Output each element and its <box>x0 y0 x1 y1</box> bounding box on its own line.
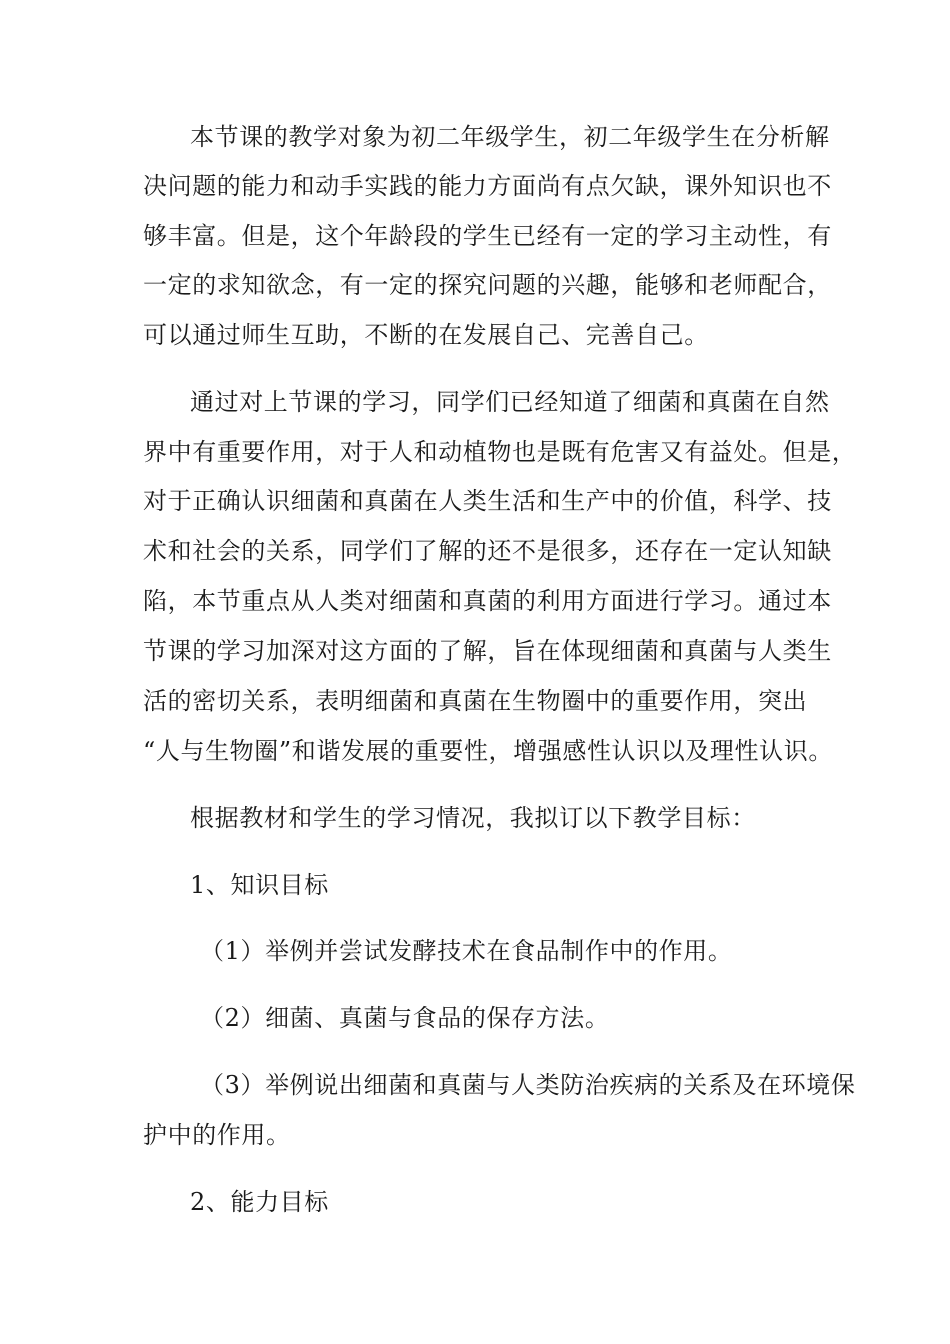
heading-knowledge-objectives: 1、知识目标 <box>190 871 329 899</box>
paragraph-1-line-1: 本节课的教学对象为初二年级学生，初二年级学生在分析解 <box>190 123 830 151</box>
paragraph-2-line-6: 节课的学习加深对这方面的了解，旨在体现细菌和真菌与人类生 <box>143 637 832 665</box>
paragraph-1-line-2: 决问题的能力和动手实践的能力方面尚有点欠缺，课外知识也不 <box>143 172 832 200</box>
paragraph-1-line-5: 可以通过师生互助，不断的在发展自己、完善自己。 <box>143 321 709 349</box>
knowledge-item-3-line-1: （3）举例说出细菌和真菌与人类防治疾病的关系及在环境保 <box>200 1071 856 1099</box>
paragraph-2-line-3: 对于正确认识细菌和真菌在人类生活和生产中的价值，科学、技 <box>143 487 832 515</box>
knowledge-item-2: （2）细菌、真菌与食品的保存方法。 <box>200 1004 610 1032</box>
paragraph-2-line-8: “人与生物圈”和谐发展的重要性，增强感性认识以及理性认识。 <box>143 737 833 765</box>
knowledge-item-1: （1）举例并尝试发酵技术在食品制作中的作用。 <box>200 937 733 965</box>
paragraph-1-line-4: 一定的求知欲念，有一定的探究问题的兴趣，能够和老师配合， <box>143 271 832 299</box>
paragraph-1-line-3: 够丰富。但是，这个年龄段的学生已经有一定的学习主动性，有 <box>143 222 832 250</box>
paragraph-2-line-1: 通过对上节课的学习，同学们已经知道了细菌和真菌在自然 <box>190 388 830 416</box>
paragraph-2-line-4: 术和社会的关系，同学们了解的还不是很多，还存在一定认知缺 <box>143 537 832 565</box>
knowledge-item-3-line-2: 护中的作用。 <box>143 1121 291 1149</box>
paragraph-2-line-2: 界中有重要作用，对于人和动植物也是既有危害又有益处。但是， <box>143 438 857 466</box>
heading-ability-objectives: 2、能力目标 <box>190 1188 329 1216</box>
paragraph-2-line-7: 活的密切关系，表明细菌和真菌在生物圈中的重要作用，突出 <box>143 687 808 715</box>
objectives-intro: 根据教材和学生的学习情况，我拟订以下教学目标： <box>190 804 756 832</box>
paragraph-2-line-5: 陷，本节重点从人类对细菌和真菌的利用方面进行学习。通过本 <box>143 587 832 615</box>
